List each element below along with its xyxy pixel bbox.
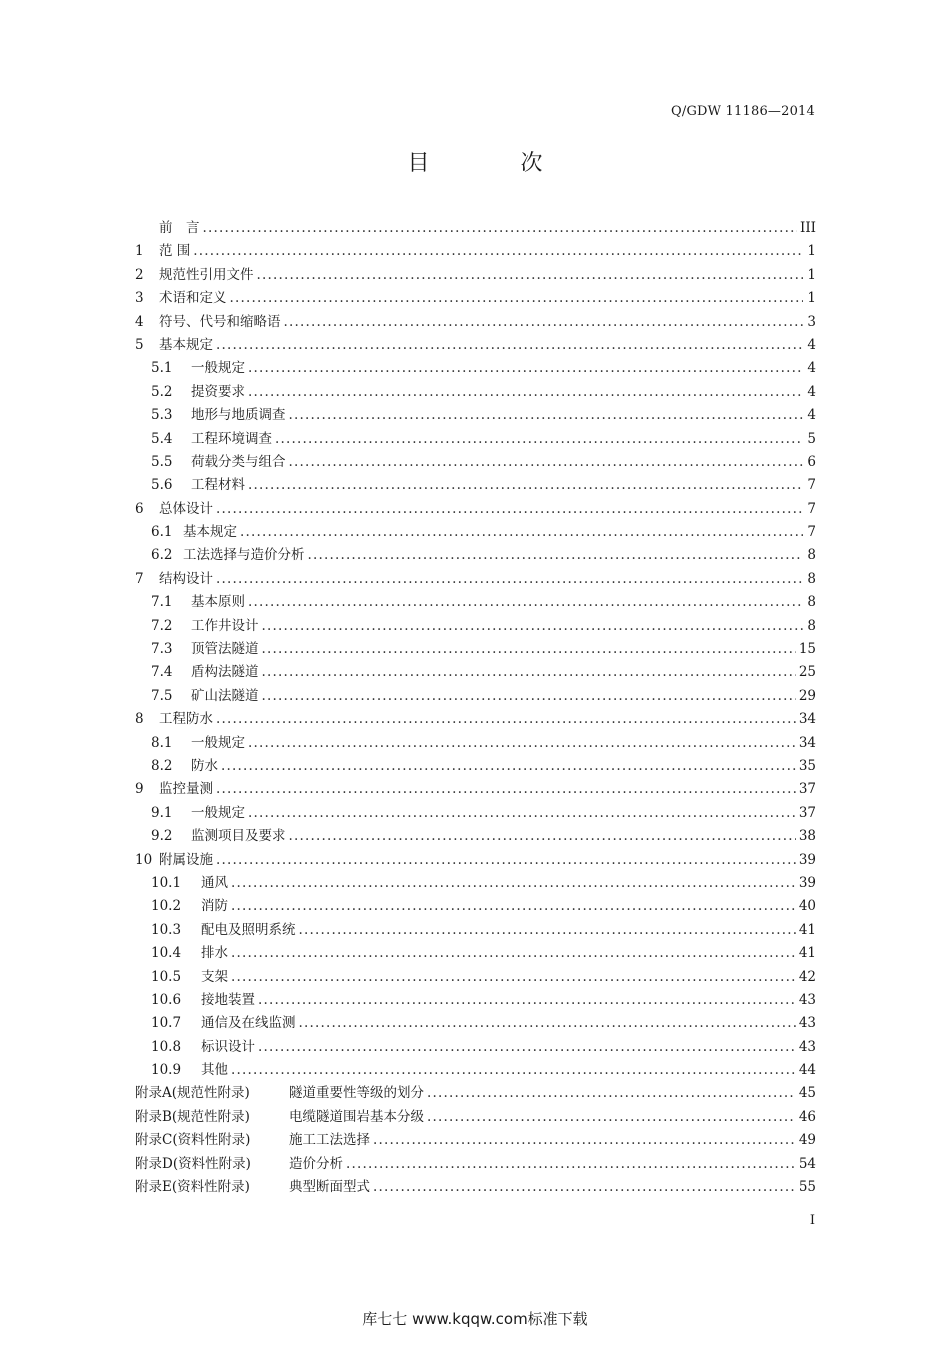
toc-entry-page: 35: [798, 757, 816, 774]
toc-entry-page: 39: [798, 874, 816, 891]
toc-entry-page: 1: [807, 290, 816, 307]
toc-entry[interactable]: [135, 754, 816, 777]
toc-entry[interactable]: [135, 1058, 816, 1081]
toc-entry-label: 顶管法隧道: [191, 641, 259, 658]
toc-entry-page: 34: [798, 711, 816, 728]
toc-entry-label: 工法选择与造价分析: [183, 547, 305, 564]
toc-leader-dots: [257, 267, 804, 283]
toc-entry-page: 6: [807, 453, 816, 470]
toc-entry-label: 造价分析: [289, 1155, 343, 1172]
toc-entry-page: 49: [798, 1132, 816, 1149]
toc-entry-label: 矿山法隧道: [191, 687, 259, 704]
toc-entry[interactable]: [135, 520, 816, 543]
toc-entry-label: 基本原则: [191, 594, 245, 611]
toc-entry[interactable]: [135, 263, 816, 286]
toc-entry[interactable]: [135, 543, 816, 566]
toc-entry-page: 7: [807, 500, 816, 517]
toc-entry[interactable]: [135, 1105, 816, 1128]
toc-entry-number: 7.5: [151, 687, 173, 704]
toc-entry-number: 10.9: [151, 1062, 182, 1079]
toc-entry[interactable]: [135, 1011, 816, 1034]
toc-entry-page: 40: [798, 898, 816, 915]
toc-entry-label: 基本规定: [183, 524, 237, 541]
toc-entry-label: 其他: [201, 1062, 228, 1079]
toc-entry-number: 8.2: [151, 757, 173, 774]
toc-title: 目 次: [407, 151, 585, 176]
toc-entry-label: 总体设计: [159, 500, 213, 517]
toc-entry-page: 4: [807, 407, 816, 424]
toc-leader-dots: [289, 454, 804, 470]
toc-entry-number: 10.5: [151, 968, 182, 985]
toc-leader-dots: [203, 220, 798, 236]
toc-entry-number: 1: [135, 243, 144, 260]
toc-entry-label: 基本规定: [159, 336, 213, 353]
toc-entry-label: 术语和定义: [159, 290, 227, 307]
toc-leader-dots: [262, 641, 796, 657]
toc-entry-label: 一般规定: [191, 360, 245, 377]
toc-entry-page: 29: [798, 687, 816, 704]
toc-entry-page: 39: [798, 851, 816, 868]
toc-entry-page: 25: [798, 664, 816, 681]
toc-entry-number: 8: [135, 711, 144, 728]
toc-entry-number: 7.2: [151, 617, 173, 634]
toc-entry-number: 6.1: [151, 524, 173, 541]
toc-leader-dots: [262, 664, 796, 680]
toc-leader-dots: [193, 243, 803, 259]
toc-entry-number: 10.3: [151, 921, 182, 938]
toc-entry-number: 7.4: [151, 664, 173, 681]
toc-leader-dots: [284, 314, 804, 330]
toc-leader-dots: [346, 1156, 796, 1172]
toc-entry[interactable]: [135, 707, 816, 730]
toc-leader-dots: [248, 805, 796, 821]
toc-entry-page: 55: [798, 1179, 816, 1196]
toc-entry-number: 2: [135, 266, 144, 283]
toc-entry-number: 10.6: [151, 991, 182, 1008]
toc-entry-page: III: [800, 220, 816, 236]
toc-entry-label: 排水: [201, 945, 228, 962]
toc-leader-dots: [275, 431, 803, 447]
toc-entry-label: 工程防水: [159, 711, 213, 728]
toc-entry[interactable]: [135, 450, 816, 473]
toc-leader-dots: [216, 337, 803, 353]
toc-entry[interactable]: [135, 427, 816, 450]
toc-entry-label: 防水: [191, 757, 218, 774]
toc-leader-dots: [289, 828, 796, 844]
toc-leader-dots: [231, 898, 796, 914]
toc-entry-page: 46: [798, 1108, 816, 1125]
toc-entry-number: 7: [135, 570, 144, 587]
document-code: Q/GDW 11186—2014: [671, 104, 815, 119]
toc-entry-page: 44: [798, 1062, 816, 1079]
toc-entry[interactable]: [135, 965, 816, 988]
toc-entry-label: 通风: [201, 874, 228, 891]
toc-leader-dots: [216, 852, 796, 868]
toc-entry[interactable]: [135, 988, 816, 1011]
toc-entry-page: 7: [807, 477, 816, 494]
toc-entry-number: 10: [135, 851, 153, 868]
toc-entry-number: 10.2: [151, 898, 182, 915]
toc-entry[interactable]: [135, 403, 816, 426]
toc-entry[interactable]: [135, 380, 816, 403]
toc-entry-label: 工程环境调查: [191, 430, 272, 447]
toc-entry-page: 45: [798, 1085, 816, 1102]
toc-entry-label: 荷载分类与组合: [191, 453, 286, 470]
toc-entry[interactable]: [135, 333, 816, 356]
toc-leader-dots: [231, 945, 796, 961]
toc-entry-page: 37: [798, 804, 816, 821]
toc-entry-number: 10.1: [151, 874, 182, 891]
toc-entry-number: 7.1: [151, 594, 173, 611]
toc-entry-page: 15: [798, 641, 816, 658]
toc-entry[interactable]: [135, 1035, 816, 1058]
toc-entry[interactable]: [135, 941, 816, 964]
toc-entry-label: 规范性引用文件: [159, 266, 254, 283]
toc-leader-dots: [299, 1015, 796, 1031]
toc-entry[interactable]: [135, 590, 816, 613]
toc-leader-dots: [373, 1179, 796, 1195]
toc-entry-number: 5.6: [151, 477, 173, 494]
toc-leader-dots: [308, 547, 804, 563]
toc-entry[interactable]: [135, 824, 816, 847]
toc-entry-label: 前 言: [159, 220, 200, 236]
toc-entry-label: 典型断面型式: [289, 1179, 370, 1196]
toc-leader-dots: [248, 594, 803, 610]
toc-entry-label: 消防: [201, 898, 228, 915]
toc-entry-label: 配电及照明系统: [201, 921, 296, 938]
toc-leader-dots: [221, 758, 796, 774]
toc-entry[interactable]: [135, 1175, 816, 1198]
toc-entry[interactable]: [135, 894, 816, 917]
toc-entry[interactable]: [135, 310, 816, 333]
toc-entry[interactable]: [135, 239, 816, 262]
toc-leader-dots: [216, 501, 803, 517]
toc-leader-dots: [248, 735, 796, 751]
toc-entry-number: 9.2: [151, 828, 173, 845]
toc-leader-dots: [427, 1109, 796, 1125]
toc-leader-dots: [248, 360, 803, 376]
toc-entry-label: 符号、代号和缩略语: [159, 313, 281, 330]
toc-entry-number: 6: [135, 500, 144, 517]
toc-leader-dots: [373, 1132, 796, 1148]
toc-entry-page: 4: [807, 336, 816, 353]
toc-entry-label: 地形与地质调查: [191, 407, 286, 424]
toc-entry-number: 附录E(资料性附录): [135, 1179, 250, 1196]
toc-leader-dots: [230, 290, 804, 306]
toc-entry-label: 监控量测: [159, 781, 213, 798]
table-of-contents: [135, 216, 816, 1198]
toc-entry[interactable]: [135, 473, 816, 496]
toc-entry-page: 41: [798, 945, 816, 962]
toc-entry-label: 附属设施: [159, 851, 213, 868]
toc-entry-label: 盾构法隧道: [191, 664, 259, 681]
toc-leader-dots: [248, 477, 803, 493]
toc-entry-label: 工作井设计: [191, 617, 259, 634]
toc-entry-page: 41: [798, 921, 816, 938]
toc-entry[interactable]: [135, 356, 816, 379]
toc-leader-dots: [258, 992, 796, 1008]
toc-entry[interactable]: [135, 1081, 816, 1104]
toc-leader-dots: [216, 781, 796, 797]
toc-leader-dots: [299, 922, 796, 938]
toc-leader-dots: [262, 618, 804, 634]
toc-entry-page: 43: [798, 991, 816, 1008]
toc-entry-number: 附录A(规范性附录): [135, 1085, 250, 1102]
toc-entry[interactable]: [135, 637, 816, 660]
toc-entry-page: 4: [807, 360, 816, 377]
toc-entry-label: 隧道重要性等级的划分: [289, 1085, 424, 1102]
toc-entry-label: 施工工法选择: [289, 1132, 370, 1149]
toc-entry-number: 附录C(资料性附录): [135, 1132, 251, 1149]
toc-entry-label: 一般规定: [191, 734, 245, 751]
toc-leader-dots: [248, 384, 803, 400]
toc-entry[interactable]: [135, 848, 816, 871]
toc-entry-number: 5.3: [151, 407, 173, 424]
toc-entry-label: 范 围: [159, 243, 191, 260]
toc-entry-number: 附录B(规范性附录): [135, 1108, 250, 1125]
toc-entry-number: 8.1: [151, 734, 173, 751]
toc-entry-page: 43: [798, 1038, 816, 1055]
toc-entry-page: 1: [807, 243, 816, 260]
toc-entry-page: 8: [807, 570, 816, 587]
toc-entry-page: 8: [807, 617, 816, 634]
toc-entry-page: 38: [798, 828, 816, 845]
toc-entry-label: 电缆隧道围岩基本分级: [289, 1108, 424, 1125]
toc-entry-label: 结构设计: [159, 570, 213, 587]
toc-entry-page: 34: [798, 734, 816, 751]
toc-entry-number: 附录D(资料性附录): [135, 1155, 251, 1172]
toc-entry[interactable]: [135, 918, 816, 941]
toc-entry-number: 5.1: [151, 360, 173, 377]
toc-entry-page: 3: [807, 313, 816, 330]
toc-leader-dots: [231, 969, 796, 985]
toc-entry-label: 提资要求: [191, 383, 245, 400]
toc-entry-number: 9: [135, 781, 144, 798]
toc-leader-dots: [216, 711, 796, 727]
toc-entry[interactable]: [135, 660, 816, 683]
toc-entry-page: 42: [798, 968, 816, 985]
toc-entry-page: 7: [807, 524, 816, 541]
toc-entry[interactable]: [135, 777, 816, 800]
toc-entry[interactable]: [135, 286, 816, 309]
toc-leader-dots: [231, 875, 796, 891]
toc-entry-label: 接地装置: [201, 991, 255, 1008]
toc-entry-number: 10.4: [151, 945, 182, 962]
toc-entry-page: 5: [807, 430, 816, 447]
toc-leader-dots: [427, 1085, 796, 1101]
toc-entry-label: 工程材料: [191, 477, 245, 494]
toc-entry-number: 7.3: [151, 641, 173, 658]
toc-entry-number: 4: [135, 313, 144, 330]
toc-entry-number: 10.7: [151, 1015, 182, 1032]
toc-entry-page: 1: [807, 266, 816, 283]
toc-leader-dots: [258, 1039, 796, 1055]
toc-entry[interactable]: [135, 801, 816, 824]
toc-entry[interactable]: [135, 684, 816, 707]
toc-entry[interactable]: [135, 216, 816, 239]
toc-entry-number: 10.8: [151, 1038, 182, 1055]
toc-entry-number: 5.5: [151, 453, 173, 470]
toc-entry-number: 5.2: [151, 383, 173, 400]
toc-entry-label: 支架: [201, 968, 228, 985]
toc-leader-dots: [231, 1062, 796, 1078]
toc-entry-page: 4: [807, 383, 816, 400]
toc-entry-label: 通信及在线监测: [201, 1015, 296, 1032]
toc-leader-dots: [262, 688, 796, 704]
toc-entry[interactable]: [135, 871, 816, 894]
toc-entry[interactable]: [135, 731, 816, 754]
toc-entry-page: 8: [807, 547, 816, 564]
toc-entry[interactable]: [135, 567, 816, 590]
toc-entry-label: 监测项目及要求: [191, 828, 286, 845]
toc-entry-page: 8: [807, 594, 816, 611]
toc-entry[interactable]: [135, 497, 816, 520]
toc-entry-number: 5.4: [151, 430, 173, 447]
toc-entry-page: 54: [798, 1155, 816, 1172]
toc-entry-label: 一般规定: [191, 804, 245, 821]
toc-entry[interactable]: [135, 614, 816, 637]
toc-entry[interactable]: [135, 1152, 816, 1175]
page-number: I: [809, 1213, 815, 1228]
toc-entry-number: 3: [135, 290, 144, 307]
toc-entry-label: 标识设计: [201, 1038, 255, 1055]
toc-entry[interactable]: [135, 1128, 816, 1151]
toc-entry-number: 9.1: [151, 804, 173, 821]
toc-entry-page: 43: [798, 1015, 816, 1032]
toc-leader-dots: [240, 524, 803, 540]
footer-watermark[interactable]: 库七七 www.kqqw.com标准下载: [362, 1310, 588, 1328]
toc-entry-page: 37: [798, 781, 816, 798]
toc-entry-number: 6.2: [151, 547, 173, 564]
toc-leader-dots: [289, 407, 804, 423]
toc-leader-dots: [216, 571, 803, 587]
toc-entry-number: 5: [135, 336, 144, 353]
